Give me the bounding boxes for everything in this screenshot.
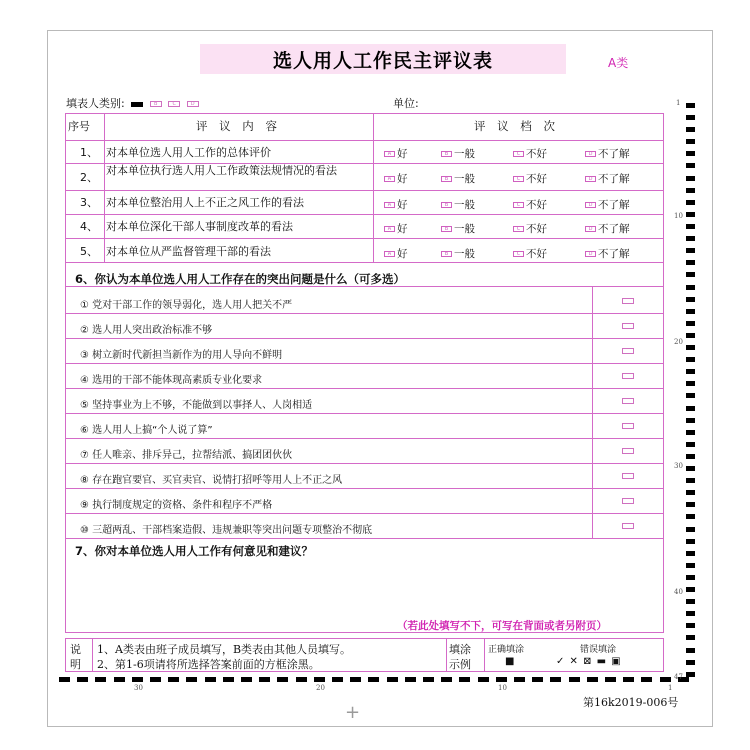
q6-item-7: ⑦ 任人唯亲、排斥异己，拉帮结派、搞团团伙伙 xyxy=(80,450,293,461)
row-1-option-a[interactable]: A 好 xyxy=(384,146,408,161)
right-ruler-30: 30 xyxy=(674,462,683,470)
timing-mark xyxy=(686,381,695,386)
q6-checkbox-4[interactable] xyxy=(622,373,634,379)
timing-mark xyxy=(686,176,695,181)
timing-mark xyxy=(459,677,470,682)
q6-item-8: ⑧ 存在跑官要官、买官卖官、说情打招呼等用人上不正之风 xyxy=(80,475,343,486)
timing-mark xyxy=(569,677,580,682)
q6-item-3: ③ 树立新时代新担当新作为的用人导向不鲜明 xyxy=(80,350,283,361)
timing-mark xyxy=(686,490,695,495)
bottom-ruler-30: 30 xyxy=(134,684,143,692)
row-3-option-d[interactable]: D 不了解 xyxy=(585,197,630,212)
timing-mark xyxy=(686,285,695,290)
q6-item-2: ② 选人用人突出政治标准不够 xyxy=(80,325,213,336)
timing-mark xyxy=(350,677,361,682)
timing-mark xyxy=(686,393,695,398)
timing-mark xyxy=(314,677,325,682)
row-3-option-b[interactable]: B 一般 xyxy=(441,197,475,212)
explain-label-2: 明 xyxy=(70,658,81,671)
row-2-option-a[interactable]: A 好 xyxy=(384,171,408,186)
row-3-option-c[interactable]: C 不好 xyxy=(513,197,547,212)
timing-mark xyxy=(478,677,489,682)
example-label-2: 示例 xyxy=(449,658,471,671)
question-7-title: 7、你对本单位选人用人工作有何意见和建议？ xyxy=(75,544,313,558)
timing-mark xyxy=(686,406,695,411)
form-title: 选人用人工作民主评议表 xyxy=(272,50,493,72)
row-1-option-d[interactable]: D 不了解 xyxy=(585,146,630,161)
row-1-option-c[interactable]: C 不好 xyxy=(513,146,547,161)
timing-mark xyxy=(587,677,598,682)
timing-mark xyxy=(686,248,695,253)
row-2-index: 2、 xyxy=(80,171,98,184)
form-category: A类 xyxy=(608,56,629,70)
timing-mark xyxy=(441,677,452,682)
filler-mark-d[interactable]: D xyxy=(187,101,199,107)
timing-mark xyxy=(277,677,288,682)
row-5-text: 对本单位从严监督管理干部的看法 xyxy=(106,245,271,258)
row-4-index: 4、 xyxy=(80,220,98,233)
q6-item-9: ⑨ 执行制度规定的资格、条件和程序不严格 xyxy=(80,500,273,511)
timing-mark xyxy=(686,430,695,435)
timing-mark xyxy=(332,677,343,682)
row-1-index: 1、 xyxy=(80,146,98,159)
q6-checkbox-10[interactable] xyxy=(622,523,634,529)
q6-checkbox-2[interactable] xyxy=(622,323,634,329)
q6-checkbox-3[interactable] xyxy=(622,348,634,354)
timing-mark xyxy=(514,677,525,682)
timing-mark xyxy=(686,272,695,277)
timing-mark xyxy=(686,514,695,519)
timing-mark xyxy=(686,333,695,338)
timing-mark xyxy=(132,677,143,682)
filler-mark-a[interactable] xyxy=(131,102,143,107)
timing-mark xyxy=(686,115,695,120)
timing-mark xyxy=(686,442,695,447)
row-5-option-d[interactable]: D 不了解 xyxy=(585,246,630,261)
timing-mark xyxy=(150,677,161,682)
filler-type xyxy=(66,95,199,111)
timing-mark xyxy=(686,418,695,423)
timing-mark xyxy=(686,635,695,640)
row-3-index: 3、 xyxy=(80,196,98,209)
row-1-text: 对本单位选人用人工作的总体评价 xyxy=(106,146,271,159)
q6-checkbox-6[interactable] xyxy=(622,423,634,429)
correct-fill-mark: ■ xyxy=(505,656,515,667)
row-5-option-a[interactable]: A 好 xyxy=(384,246,408,261)
timing-mark xyxy=(59,677,70,682)
timing-mark xyxy=(686,527,695,532)
question-6-title: 6、你认为本单位选人用人工作存在的突出问题是什么（可多选） xyxy=(75,272,405,286)
timing-mark xyxy=(686,648,695,653)
timing-mark xyxy=(387,677,398,682)
right-ruler-1: 1 xyxy=(676,99,681,107)
row-4-text: 对本单位深化干部人事制度改革的看法 xyxy=(106,220,293,233)
q6-item-6: ⑥ 选人用人上搞“个人说了算” xyxy=(80,425,213,436)
row-2-text: 对本单位执行选人用人工作政策法规情况的看法 xyxy=(106,164,337,177)
timing-mark xyxy=(296,677,307,682)
timing-mark xyxy=(686,575,695,580)
timing-mark xyxy=(368,677,379,682)
timing-mark xyxy=(686,502,695,507)
timing-mark xyxy=(686,139,695,144)
timing-mark xyxy=(686,309,695,314)
timing-mark xyxy=(686,103,695,108)
q6-item-10: ⑩ 三超两乱、干部档案造假、违规兼职等突出问题专项整治不彻底 xyxy=(80,525,373,536)
timing-mark xyxy=(686,212,695,217)
timing-mark xyxy=(259,677,270,682)
timing-mark xyxy=(686,599,695,604)
timing-mark xyxy=(686,563,695,568)
filler-mark-b[interactable]: B xyxy=(150,101,162,107)
explain-line-1: 1、A类表由班子成员填写，B类表由其他人员填写。 xyxy=(97,643,352,656)
explain-line-2: 2、第1-6项请将所选择答案前面的方框涂黑。 xyxy=(97,658,320,671)
timing-mark xyxy=(623,677,634,682)
timing-mark xyxy=(641,677,652,682)
timing-mark xyxy=(186,677,197,682)
bottom-ruler-20: 20 xyxy=(316,684,325,692)
bottom-ruler-1: 1 xyxy=(668,684,673,692)
row-3-text: 对本单位整治用人上不正之风工作的看法 xyxy=(106,196,304,209)
correct-fill-label: 正确填涂 xyxy=(488,645,525,655)
row-3-option-a[interactable]: A 好 xyxy=(384,197,408,212)
timing-mark xyxy=(168,677,179,682)
timing-mark xyxy=(686,672,695,677)
timing-mark xyxy=(95,677,106,682)
q6-item-5: ⑤ 坚持事业为上不够，不能做到以事择人、人岗相适 xyxy=(80,400,313,411)
q6-checkbox-9[interactable] xyxy=(622,498,634,504)
timing-mark xyxy=(532,677,543,682)
right-ruler-40: 40 xyxy=(674,588,683,596)
timing-mark xyxy=(686,478,695,483)
row-5-option-c[interactable]: C 不好 xyxy=(513,246,547,261)
timing-mark xyxy=(686,163,695,168)
timing-mark xyxy=(686,345,695,350)
q6-checkbox-1[interactable] xyxy=(622,298,634,304)
row-2-option-d[interactable]: D 不了解 xyxy=(585,171,630,186)
form-code: 第16k2019-006号 xyxy=(583,696,679,709)
timing-mark xyxy=(686,127,695,132)
row-2-option-c[interactable]: C 不好 xyxy=(513,171,547,186)
row-4-option-d[interactable]: D 不了解 xyxy=(585,221,630,236)
timing-mark xyxy=(686,357,695,362)
row-4-option-b[interactable]: B 一般 xyxy=(441,221,475,236)
timing-mark xyxy=(686,611,695,616)
timing-mark xyxy=(686,200,695,205)
timing-mark xyxy=(686,224,695,229)
timing-mark xyxy=(686,260,695,265)
filler-type-label: 填表人类别: xyxy=(66,97,125,110)
timing-mark xyxy=(405,677,416,682)
header-index: 序号 xyxy=(68,120,90,133)
bottom-ruler-10: 10 xyxy=(498,684,507,692)
timing-mark xyxy=(686,297,695,302)
timing-mark xyxy=(660,677,671,682)
timing-mark xyxy=(205,677,216,682)
timing-mark xyxy=(605,677,616,682)
timing-mark xyxy=(241,677,252,682)
timing-mark xyxy=(686,151,695,156)
row-5-index: 5、 xyxy=(80,245,98,258)
timing-mark xyxy=(686,551,695,556)
row-4-option-c[interactable]: C 不好 xyxy=(513,221,547,236)
question-7-note: （若此处填写不下，可写在背面或者另附页） xyxy=(397,620,607,632)
q6-checkbox-5[interactable] xyxy=(622,398,634,404)
crosshair-icon: + xyxy=(345,702,361,723)
row-5-option-b[interactable]: B 一般 xyxy=(441,246,475,261)
wrong-fill-label: 错误填涂 xyxy=(580,645,617,655)
row-2-option-b[interactable]: B 一般 xyxy=(441,171,475,186)
right-ruler-20: 20 xyxy=(674,338,683,346)
timing-mark xyxy=(77,677,88,682)
example-label-1: 填涂 xyxy=(449,643,471,656)
timing-mark xyxy=(550,677,561,682)
explain-label-1: 说 xyxy=(70,643,81,656)
q6-item-1: ① 党对干部工作的领导弱化，选人用人把关不严 xyxy=(80,300,293,311)
timing-mark xyxy=(686,539,695,544)
filler-mark-c[interactable]: C xyxy=(168,101,180,107)
timing-mark xyxy=(686,236,695,241)
unit-label: 单位: xyxy=(393,97,419,110)
header-content: 评 议 内 容 xyxy=(196,119,281,133)
timing-mark xyxy=(686,623,695,628)
timing-mark xyxy=(423,677,434,682)
timing-mark xyxy=(496,677,507,682)
right-ruler-10: 10 xyxy=(674,212,683,220)
timing-mark xyxy=(686,188,695,193)
timing-mark xyxy=(686,587,695,592)
header-grade: 评 议 档 次 xyxy=(474,119,559,133)
question-7-answer-area[interactable] xyxy=(67,560,662,615)
row-4-option-a[interactable]: A 好 xyxy=(384,221,408,236)
timing-mark xyxy=(686,454,695,459)
q6-item-4: ④ 选用的干部不能体现高素质专业化要求 xyxy=(80,375,263,386)
timing-mark xyxy=(686,660,695,665)
wrong-fill-marks: ✓ ✕ ⊠ ▬ ▣ xyxy=(556,656,622,667)
timing-mark xyxy=(223,677,234,682)
timing-mark xyxy=(686,321,695,326)
q6-checkbox-8[interactable] xyxy=(622,473,634,479)
timing-mark xyxy=(686,466,695,471)
row-1-option-b[interactable]: B 一般 xyxy=(441,146,475,161)
q6-checkbox-7[interactable] xyxy=(622,448,634,454)
timing-mark xyxy=(686,369,695,374)
right-ruler-47: 47 xyxy=(674,673,683,681)
timing-mark xyxy=(114,677,125,682)
